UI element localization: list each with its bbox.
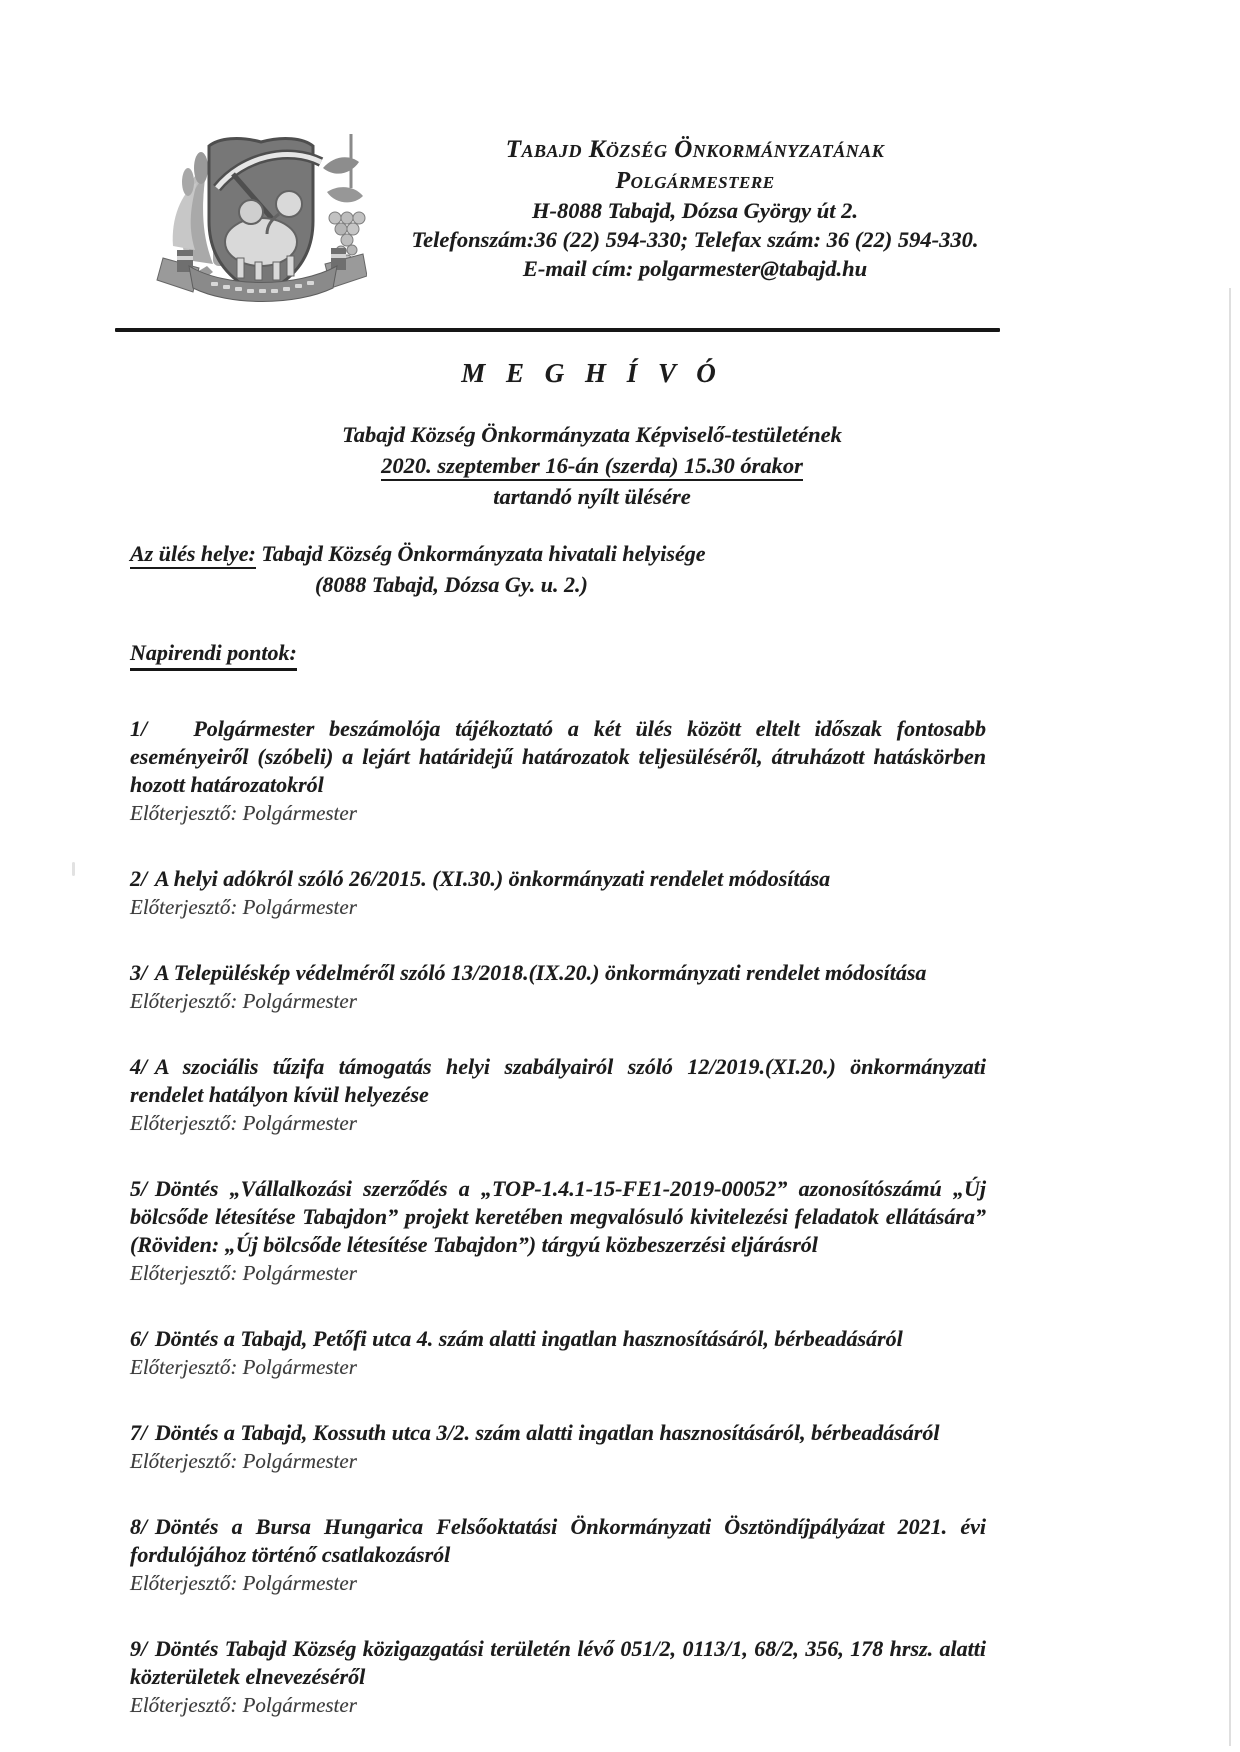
venue-label: Az ülés helye:: [130, 541, 256, 569]
agenda-item-title: Döntés a Tabajd, Petőfi utca 4. szám alatti ingatlan hasznosításáról, bérbeadásáról: [154, 1326, 903, 1351]
letterhead: [155, 126, 1009, 302]
agenda-item: [130, 1053, 986, 1137]
agenda-item-title: Döntés Tabajd Község közigazgatási területén lévő 051/2, 0113/1, 68/2, 356, 178 hrsz. alatti közterületek elnevezéséről: [130, 1636, 986, 1689]
agenda-item-number: 7/: [130, 1420, 148, 1445]
agenda-item-presenter: Előterjesztő: Polgármester: [130, 1693, 357, 1717]
org-name-line1: Tabajd Község Önkormányzatának: [505, 136, 885, 163]
agenda-item-presenter: Előterjesztő: Polgármester: [130, 895, 357, 919]
document-title: M E G H Í V Ó: [461, 358, 723, 388]
venue-name: Tabajd Község Önkormányzata hivatali helyisége: [261, 541, 706, 566]
agenda-item: [130, 1635, 986, 1719]
grape-cluster-icon: [323, 134, 365, 265]
agenda-item-presenter: Előterjesztő: Polgármester: [130, 1449, 357, 1473]
agenda-item-presenter: Előterjesztő: Polgármester: [130, 1111, 357, 1135]
org-email: E-mail cím: polgarmester@tabajd.hu: [522, 256, 868, 281]
agenda-item-number: 1/: [130, 716, 148, 741]
scan-smudge-artifact: [72, 862, 75, 876]
agenda-item-title: A helyi adókról szóló 26/2015. (XI.30.) önkormányzati rendelet módosítása: [154, 866, 831, 891]
agenda-item-number: 8/: [130, 1514, 148, 1539]
agenda-item-number: 4/: [130, 1054, 148, 1079]
shield-icon: [209, 139, 321, 294]
agenda-item: [130, 1513, 986, 1597]
letterhead-text: [381, 134, 1009, 283]
agenda-item-title: Döntés a Tabajd, Kossuth utca 3/2. szám alatti ingatlan hasznosításáról, bérbeadásáról: [154, 1420, 940, 1445]
invitation-block: [164, 419, 1020, 512]
document-body: [130, 358, 986, 1719]
agenda-item-presenter: Előterjesztő: Polgármester: [130, 801, 357, 825]
scan-edge-artifact: [1229, 288, 1231, 1746]
agenda-item-title: A Településkép védelméről szóló 13/2018.(IX.20.) önkormányzati rendelet módosítása: [154, 960, 927, 985]
agenda-item: [130, 1419, 986, 1475]
agenda-item-presenter: Előterjesztő: Polgármester: [130, 1571, 357, 1595]
agenda-item-presenter: Előterjesztő: Polgármester: [130, 1261, 357, 1285]
agenda-heading: Napirendi pontok:: [130, 640, 297, 671]
agenda-item: [130, 1175, 986, 1287]
letterhead-divider: [115, 328, 1000, 332]
agenda-item-title: A szociális tűzifa támogatás helyi szabályairól szóló 12/2019.(XI.20.) önkormányzati rendelet hatályon kívül helyezése: [130, 1054, 986, 1107]
venue-line: [130, 538, 986, 569]
agenda-item-number: 3/: [130, 960, 148, 985]
agenda-item: [130, 715, 986, 827]
invitation-line3: tartandó nyílt ülésére: [493, 484, 691, 509]
invitation-line1: Tabajd Község Önkormányzata Képviselő-testületének: [342, 422, 842, 447]
org-phone: Telefonszám:36 (22) 594-330; Telefax szám: 36 (22) 594-330.: [411, 227, 979, 252]
venue-address: (8088 Tabajd, Dózsa Gy. u. 2.): [315, 572, 588, 597]
agenda-item-title: Polgármester beszámolója tájékoztató a két ülés között eltelt időszak fontosabb eseményeiről (szóbeli) a lejárt határidejű határozatok teljesüléséről, átruházott hatáskörben hozott határozatokról: [130, 716, 986, 797]
org-name-line2: Polgármestere: [615, 168, 775, 194]
invitation-datetime: 2020. szeptember 16-án (szerda) 15.30 órakor: [164, 450, 1020, 481]
agenda-item-number: 9/: [130, 1636, 148, 1661]
agenda-item-title: Döntés a Bursa Hungarica Felsőoktatási Önkormányzati Ösztöndíjpályázat 2021. évi fordulójához történő csatlakozásról: [130, 1514, 986, 1567]
agenda-item-number: 5/: [130, 1176, 148, 1201]
org-address: H-8088 Tabajd, Dózsa György út 2.: [531, 198, 859, 223]
agenda-item: [130, 865, 986, 921]
agenda-item-number: 6/: [130, 1326, 148, 1351]
agenda-item-presenter: Előterjesztő: Polgármester: [130, 989, 357, 1013]
agenda-item: [130, 959, 986, 1015]
agenda-item-number: 2/: [130, 866, 148, 891]
agenda-item: [130, 1325, 986, 1381]
municipal-crest-icon: [155, 126, 367, 302]
agenda-item-title: Döntés „Vállalkozási szerződés a „TOP-1.4.1-15-FE1-2019-00052” azonosítószámú „Új bölcsőde létesítése Tabajdon” projekt keretében megvalósuló kivitelezési feladatok ellátására” (Röviden: „Új bölcsőde létesítése Tabajdon”) tárgyú közbeszerzési eljárásról: [130, 1176, 986, 1257]
agenda-item-presenter: Előterjesztő: Polgármester: [130, 1355, 357, 1379]
